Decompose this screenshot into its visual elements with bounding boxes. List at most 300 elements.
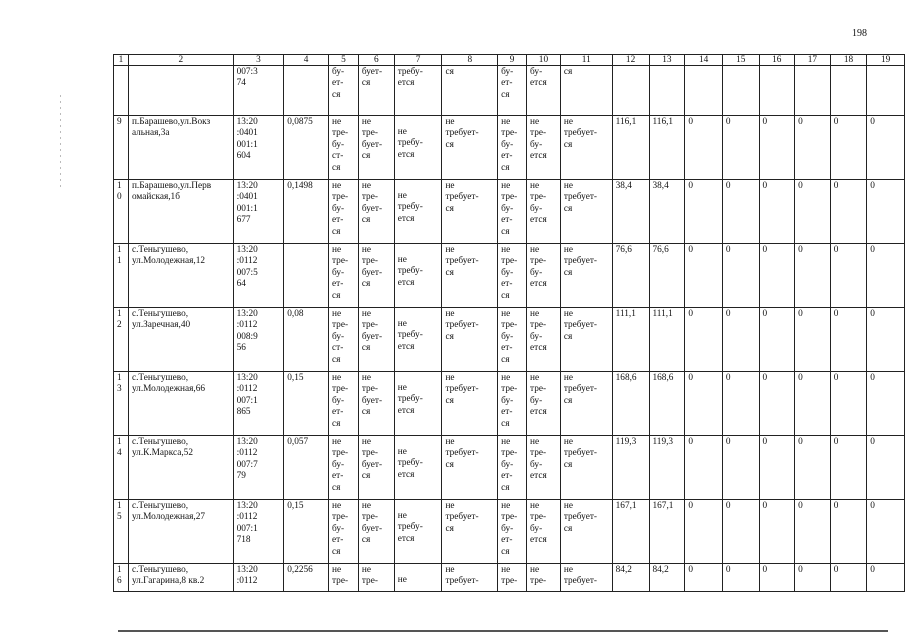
cell-c1 [114, 180, 129, 244]
cell-c15: 0 [722, 308, 759, 372]
cell-c19: 0 [867, 116, 905, 180]
cell-line: не [530, 437, 540, 447]
cell-line: требу- [397, 458, 423, 469]
cell-line: тре- [530, 256, 547, 267]
cell-line: ет- [501, 407, 513, 418]
cell-line: не [530, 309, 540, 319]
cell-line: 4 [117, 448, 122, 459]
cell-c1 [114, 116, 129, 180]
cell-line: тре- [530, 512, 547, 523]
cell-line: тре- [361, 448, 378, 459]
cell-line: с.Теньгушево, [131, 501, 189, 511]
cell-line: :0112 [236, 320, 258, 331]
cell-c7 [394, 436, 442, 500]
cell-line: не [332, 565, 342, 575]
cell-line: бу- [530, 331, 543, 342]
cell-line: не [501, 117, 511, 127]
cell-c4 [284, 500, 329, 564]
cell-c3 [233, 308, 284, 372]
cell-line: требует- [445, 576, 479, 587]
cell-c7 [394, 244, 442, 308]
cell-line: ся [563, 267, 573, 278]
table-row [114, 436, 905, 500]
table-row [114, 244, 905, 308]
cell-c3 [233, 116, 284, 180]
cell-line: бу- [501, 523, 514, 534]
cell-c10 [527, 500, 561, 564]
cell-c14: 0 [685, 116, 723, 180]
cell-line: бу- [501, 139, 514, 150]
cell-line: не [332, 501, 342, 511]
cell-line: не [361, 437, 371, 447]
cell-c4 [284, 372, 329, 436]
cell-c8 [442, 180, 498, 244]
cell-line: требует- [563, 448, 597, 459]
cell-line: тре- [530, 320, 547, 331]
cell-line: ул.К.Маркса,52 [131, 448, 193, 459]
cell-c5 [329, 436, 359, 500]
cell-line: тре- [332, 320, 349, 331]
cell-line: с.Теньгушево, [131, 245, 189, 255]
cell-line: не [397, 191, 407, 201]
cell-c6 [358, 244, 394, 308]
cell-line: ется [530, 151, 547, 162]
cell-line: 13:20 [236, 181, 258, 191]
cell-c15: 0 [722, 180, 759, 244]
cell-line: ет- [501, 343, 513, 354]
cell-line: требу- [397, 67, 423, 77]
cell-line: 13:20 [236, 437, 258, 447]
cell-c15: 0 [722, 372, 759, 436]
cell-line: 13:20 [236, 501, 258, 511]
table-row [114, 308, 905, 372]
cell-line: требует- [563, 512, 597, 523]
cell-line: 0 [117, 192, 122, 203]
cell-c2 [128, 436, 233, 500]
cell-c8 [442, 116, 498, 180]
cell-c4 [284, 116, 329, 180]
cell-line: требует- [563, 384, 597, 395]
cell-c13: 76,6 [649, 244, 685, 308]
cell-c9 [498, 244, 527, 308]
cell-line: требует- [445, 448, 479, 459]
cell-c17: 0 [795, 564, 831, 592]
cell-line: ся [563, 523, 573, 534]
cell-line: требует- [445, 512, 479, 523]
cell-line: ул.Молодежная,12 [131, 256, 206, 267]
cell-line: ся [332, 546, 341, 557]
cell-c5 [329, 66, 359, 116]
cell-c16: 0 [759, 564, 795, 592]
cell-line: 001:1 [236, 203, 258, 214]
cell-line: ул.Молодежная,27 [131, 512, 206, 523]
cell-line: не [445, 501, 455, 511]
cell-c11 [560, 308, 612, 372]
cell-line: не [397, 319, 407, 329]
cell-line: :0112 [236, 512, 258, 523]
cell-line: не [332, 309, 342, 319]
cell-c5 [329, 244, 359, 308]
cell-line: 9 [117, 117, 122, 127]
cell-c14: 0 [685, 436, 723, 500]
cell-line: требует- [563, 256, 597, 267]
cell-line: не [332, 437, 342, 447]
cell-line: бу- [530, 203, 543, 214]
cell-c10 [527, 436, 561, 500]
cell-line: ся [563, 67, 573, 77]
cell-c17: 0 [795, 436, 831, 500]
cell-line: ет- [501, 279, 513, 290]
cell-c9 [498, 436, 527, 500]
cell-c9 [498, 180, 527, 244]
cell-c6 [358, 116, 394, 180]
cell-line: 3 [117, 384, 122, 395]
cell-line: не [530, 373, 540, 383]
scan-margin-marks [60, 95, 61, 190]
cell-c15: 0 [722, 436, 759, 500]
cell-line: п.Барашево,ул.Вокз [131, 117, 211, 127]
cell-c4 [284, 180, 329, 244]
cell-line: :0401 [236, 192, 258, 203]
cell-line: ся [445, 523, 454, 534]
cell-line: не [563, 245, 573, 255]
cell-line: ся [332, 290, 341, 301]
cell-c12: 116,1 [612, 116, 649, 180]
cell-line: тре- [530, 384, 547, 395]
cell-line: бу- [332, 267, 345, 278]
cell-line: 0,08 [287, 309, 304, 319]
column-number-19: 19 [867, 55, 905, 66]
cell-c11 [560, 244, 612, 308]
cell-line: не [397, 383, 407, 393]
cell-line: ет- [501, 78, 513, 89]
cell-c17: 0 [795, 308, 831, 372]
cell-line: ся [361, 151, 371, 162]
table-row [114, 180, 905, 244]
cell-c13: 168,6 [649, 372, 685, 436]
cell-c8 [442, 244, 498, 308]
cell-c9 [498, 372, 527, 436]
cell-c4 [284, 308, 329, 372]
cell-c19: 0 [867, 372, 905, 436]
cell-c10 [527, 308, 561, 372]
cell-c19: 0 [867, 564, 905, 592]
cell-c13: 38,4 [649, 180, 685, 244]
cell-c6 [358, 500, 394, 564]
cell-line: ся [361, 471, 371, 482]
cell-line: требу- [397, 394, 423, 405]
cell-line: :0112 [236, 384, 258, 395]
cell-line: не [501, 181, 511, 191]
cell-line: не [361, 373, 371, 383]
cell-line: не [397, 511, 407, 521]
cell-line: :0401 [236, 128, 258, 139]
column-number-7: 7 [394, 55, 442, 66]
column-number-17: 17 [795, 55, 831, 66]
cell-line: ся [332, 418, 341, 429]
cell-c19: 0 [867, 500, 905, 564]
cell-line: ет- [332, 215, 344, 226]
cell-c16: 0 [759, 244, 795, 308]
cell-c18: 0 [830, 500, 867, 564]
cell-line: с.Теньгушево, [131, 565, 189, 575]
table-row [114, 372, 905, 436]
cell-c1 [114, 436, 129, 500]
table-row [114, 564, 905, 592]
cell-line: тре- [530, 448, 547, 459]
cell-line: ся [332, 354, 341, 365]
cell-c7 [394, 66, 442, 116]
cell-line: не [501, 309, 511, 319]
column-number-18: 18 [830, 55, 867, 66]
column-number-6: 6 [358, 55, 394, 66]
cell-c8 [442, 308, 498, 372]
cell-line: ся [501, 482, 510, 493]
cell-line: бует- [361, 459, 383, 470]
cell-c15: 0 [722, 244, 759, 308]
cell-line: не [501, 245, 511, 255]
cell-line: 0,1498 [287, 181, 313, 191]
cell-c2 [128, 308, 233, 372]
cell-line: не [397, 127, 407, 137]
cell-line: требует- [445, 192, 479, 203]
cell-line: ся [445, 67, 454, 77]
cell-line: ся [501, 89, 510, 100]
cell-c11 [560, 180, 612, 244]
cell-line: 007:5 [236, 267, 258, 278]
cell-line: с.Теньгушево, [131, 437, 189, 447]
register-table [113, 54, 905, 592]
cell-line: требует- [563, 320, 597, 331]
column-number-3: 3 [233, 55, 284, 66]
cell-line: бует- [361, 139, 383, 150]
cell-c7 [394, 180, 442, 244]
cell-c5 [329, 564, 359, 592]
column-number-2: 2 [128, 55, 233, 66]
cell-c8 [442, 66, 498, 116]
cell-c15: 0 [722, 500, 759, 564]
cell-c9 [498, 66, 527, 116]
cell-line: бу- [332, 139, 345, 150]
cell-line: 13:20 [236, 245, 258, 255]
cell-line: ется [530, 407, 547, 418]
cell-c18: 0 [830, 308, 867, 372]
cell-c13: 116,1 [649, 116, 685, 180]
cell-line: 13:20 [236, 373, 258, 383]
cell-line: 1 [117, 373, 122, 383]
cell-line: 1 [117, 256, 122, 267]
cell-line: требует- [445, 256, 479, 267]
cell-c7 [394, 372, 442, 436]
cell-c11 [560, 66, 612, 116]
cell-line: ет- [501, 535, 513, 546]
cell-line: не [501, 565, 511, 575]
cell-line: 001:1 [236, 139, 258, 150]
cell-line: ется [530, 279, 547, 290]
cell-c13: 111,1 [649, 308, 685, 372]
cell-line: 74 [236, 78, 246, 89]
cell-line: не [530, 501, 540, 511]
cell-line: 13:20 [236, 565, 258, 575]
cell-line: не [445, 117, 455, 127]
cell-line: требует- [563, 576, 597, 587]
cell-line: тре- [361, 128, 378, 139]
cell-c17: 0 [795, 500, 831, 564]
cell-line: не [445, 565, 455, 575]
cell-line: не [563, 181, 573, 191]
cell-c1 [114, 372, 129, 436]
cell-line: ся [445, 203, 454, 214]
cell-c17: 0 [795, 180, 831, 244]
cell-line: 007:7 [236, 459, 258, 470]
cell-line: ется [530, 343, 547, 354]
cell-line: 1 [117, 245, 122, 255]
cell-line: требует- [445, 128, 479, 139]
cell-line: тре- [361, 576, 378, 587]
cell-c3 [233, 180, 284, 244]
cell-line: п.Барашево,ул.Перв [131, 181, 212, 191]
cell-line: бует- [361, 523, 383, 534]
cell-line: ся [361, 407, 371, 418]
cell-line: ется [397, 405, 415, 416]
cell-line: бу- [501, 67, 514, 77]
cell-line: тре- [501, 512, 518, 523]
cell-line: ся [361, 535, 371, 546]
column-number-1: 1 [114, 55, 129, 66]
cell-c8 [442, 500, 498, 564]
cell-line: ется [397, 277, 415, 288]
cell-line: 604 [236, 151, 251, 162]
cell-c3 [233, 500, 284, 564]
cell-c1 [114, 66, 129, 116]
cell-line: бу- [332, 395, 345, 406]
cell-line: ет- [501, 471, 513, 482]
column-number-9: 9 [498, 55, 527, 66]
cell-line: не [530, 245, 540, 255]
cell-line: ся [332, 226, 341, 237]
cell-c18: 0 [830, 180, 867, 244]
table-row [114, 116, 905, 180]
cell-line: требует- [563, 192, 597, 203]
cell-line: не [445, 309, 455, 319]
cell-c10 [527, 372, 561, 436]
cell-line: ется [397, 469, 415, 480]
cell-line: 0,057 [287, 437, 309, 447]
cell-c2 [128, 244, 233, 308]
cell-c12: 38,4 [612, 180, 649, 244]
column-number-8: 8 [442, 55, 498, 66]
cell-line: ся [563, 459, 573, 470]
cell-line: 007:1 [236, 523, 258, 534]
cell-line: не [397, 447, 407, 457]
cell-c19: 0 [867, 244, 905, 308]
cell-c12 [612, 66, 649, 116]
cell-line: не [501, 373, 511, 383]
cell-line: тре- [332, 128, 349, 139]
cell-line: тре- [501, 384, 518, 395]
cell-line: тре- [530, 128, 547, 139]
cell-c13: 119,3 [649, 436, 685, 500]
cell-line: 79 [236, 471, 246, 482]
cell-line: омайская,1б [131, 192, 180, 203]
cell-c5 [329, 372, 359, 436]
column-number-4: 4 [284, 55, 329, 66]
cell-line: не [332, 117, 342, 127]
cell-line: 007:3 [236, 67, 258, 77]
cell-c2 [128, 372, 233, 436]
cell-line: тре- [501, 576, 518, 587]
cell-line: ет- [332, 279, 344, 290]
cell-line: требу- [397, 330, 423, 341]
cell-line: 6 [117, 576, 122, 587]
cell-line: бу- [501, 267, 514, 278]
cell-line: 13:20 [236, 117, 258, 127]
cell-line: бу- [332, 67, 345, 77]
cell-line: :0112 [236, 256, 258, 267]
cell-c17: 0 [795, 244, 831, 308]
cell-c3 [233, 244, 284, 308]
cell-line: не [332, 373, 342, 383]
cell-line: требует- [445, 384, 479, 395]
cell-line: 865 [236, 407, 251, 418]
cell-c12: 84,2 [612, 564, 649, 592]
cell-c16: 0 [759, 116, 795, 180]
cell-line: ся [501, 290, 510, 301]
cell-line: 56 [236, 343, 246, 354]
cell-line: 0,15 [287, 501, 304, 511]
cell-line: ется [397, 533, 415, 544]
cell-line: 007:1 [236, 395, 258, 406]
cell-line: 13:20 [236, 309, 258, 319]
cell-c7 [394, 564, 442, 592]
cell-c9 [498, 116, 527, 180]
cell-c11 [560, 436, 612, 500]
cell-c9 [498, 564, 527, 592]
cell-line: бу- [332, 331, 345, 342]
table-body [114, 55, 905, 592]
cell-c4 [284, 66, 329, 116]
cell-line: ся [445, 331, 454, 342]
cell-line: ет- [332, 78, 344, 89]
cell-line: ся [445, 459, 454, 470]
cell-c14 [685, 66, 723, 116]
cell-c12: 111,1 [612, 308, 649, 372]
cell-line: не [397, 575, 407, 585]
cell-line: тре- [361, 192, 378, 203]
cell-line: ся [501, 226, 510, 237]
cell-line: тре- [332, 192, 349, 203]
cell-c4 [284, 436, 329, 500]
cell-line: тре- [332, 448, 349, 459]
cell-c14: 0 [685, 308, 723, 372]
cell-line: тре- [332, 256, 349, 267]
cell-c12: 168,6 [612, 372, 649, 436]
cell-c19: 0 [867, 308, 905, 372]
cell-c2 [128, 180, 233, 244]
cell-line: не [563, 437, 573, 447]
cell-line: не [445, 181, 455, 191]
cell-line: 1 [117, 501, 122, 511]
cell-line: бу- [501, 331, 514, 342]
cell-c5 [329, 500, 359, 564]
cell-line: бу- [501, 395, 514, 406]
cell-c10 [527, 66, 561, 116]
cell-c10 [527, 180, 561, 244]
cell-c12: 119,3 [612, 436, 649, 500]
cell-c6 [358, 372, 394, 436]
cell-c14: 0 [685, 500, 723, 564]
cell-line: бу- [332, 459, 345, 470]
